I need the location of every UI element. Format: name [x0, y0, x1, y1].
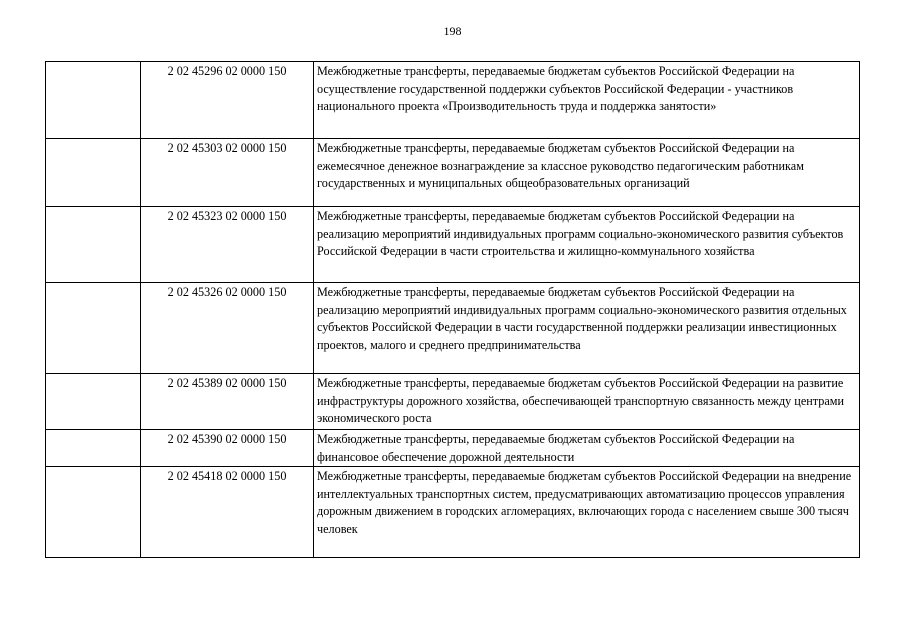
name-cell: Межбюджетные трансферты, передаваемые бюджетам субъектов Российской Федерации на реализацию мероприятий индивидуальных программ социально-экономического развития отдельных субъектов Российской Федерации в части государственной поддержки реализации инвестиционных проектов, малого и среднего предпринимательства	[314, 283, 860, 374]
page-number: 198	[443, 24, 462, 38]
code-cell: 2 02 45303 02 0000 150	[141, 139, 314, 207]
name-cell: Межбюджетные трансферты, передаваемые бюджетам субъектов Российской Федерации на развитие инфраструктуры дорожного хозяйства, обеспечивающей транспортную связанность между центрами экономического роста	[314, 374, 860, 430]
table-row	[46, 430, 860, 467]
name-cell: Межбюджетные трансферты, передаваемые бюджетам субъектов Российской Федерации на осуществление государственной поддержки субъектов Российской Федерации - участников национального проекта «Производительность труда и поддержка занятости»	[314, 62, 860, 139]
table-row	[46, 374, 860, 430]
table-row	[46, 62, 860, 139]
code-cell: 2 02 45326 02 0000 150	[141, 283, 314, 374]
name-cell: Межбюджетные трансферты, передаваемые бюджетам субъектов Российской Федерации на финансовое обеспечение дорожной деятельности	[314, 430, 860, 467]
code-cell: 2 02 45390 02 0000 150	[141, 430, 314, 467]
empty-cell	[46, 430, 141, 467]
table-row	[46, 467, 860, 558]
budget-classification-table	[45, 61, 860, 558]
empty-cell	[46, 139, 141, 207]
empty-cell	[46, 374, 141, 430]
name-cell: Межбюджетные трансферты, передаваемые бюджетам субъектов Российской Федерации на ежемесячное денежное вознаграждение за классное руководство педагогическим работникам государственных и муниципальных общеобразовательных организаций	[314, 139, 860, 207]
code-cell: 2 02 45323 02 0000 150	[141, 207, 314, 283]
empty-cell	[46, 207, 141, 283]
table-row	[46, 139, 860, 207]
empty-cell	[46, 467, 141, 558]
table-row	[46, 207, 860, 283]
empty-cell	[46, 283, 141, 374]
table-row	[46, 283, 860, 374]
code-cell: 2 02 45418 02 0000 150	[141, 467, 314, 558]
code-cell: 2 02 45389 02 0000 150	[141, 374, 314, 430]
empty-cell	[46, 62, 141, 139]
code-cell: 2 02 45296 02 0000 150	[141, 62, 314, 139]
name-cell: Межбюджетные трансферты, передаваемые бюджетам субъектов Российской Федерации на внедрение интеллектуальных транспортных систем, предусматривающих автоматизацию процессов управления дорожным движением в городских агломерациях, включающих города с населением свыше 300 тысяч человек	[314, 467, 860, 558]
name-cell: Межбюджетные трансферты, передаваемые бюджетам субъектов Российской Федерации на реализацию мероприятий индивидуальных программ социально-экономического развития субъектов Российской Федерации в части строительства и жилищно-коммунального хозяйства	[314, 207, 860, 283]
